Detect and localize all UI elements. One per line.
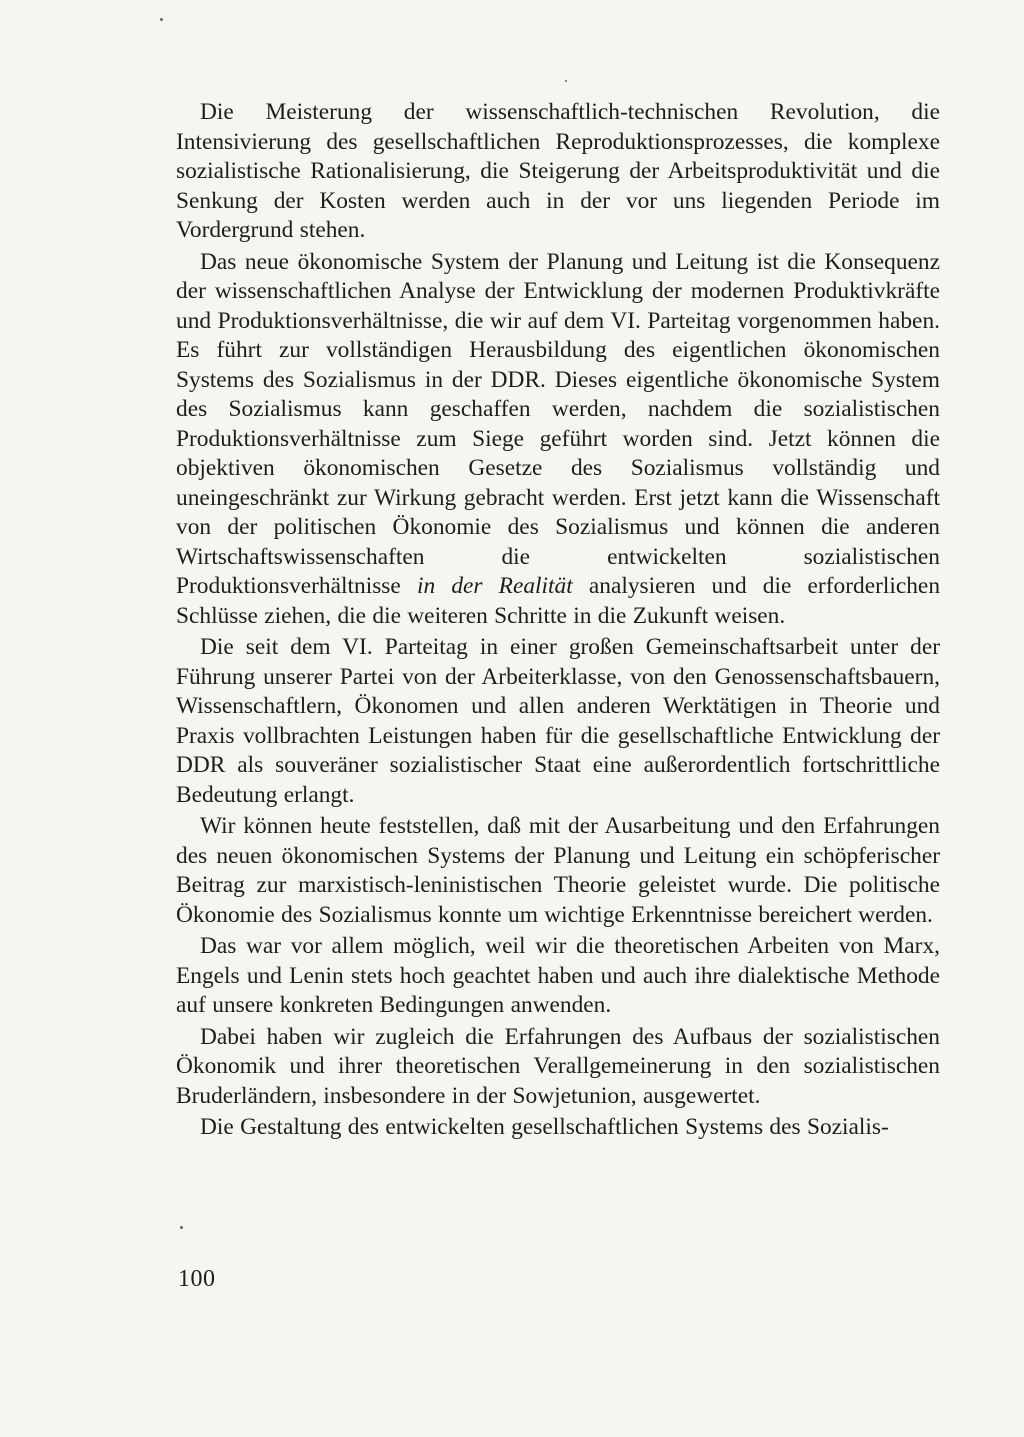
print-speck [160,18,163,21]
paragraph-text: Das war vor allem möglich, weil wir die theoretischen Arbeiten von Marx, Engels und Lenin stets hoch geachtet haben und auch ihre dialektische Methode auf unsere konkreten Bedingungen anwenden. [176,933,940,1018]
page-body [176,98,940,1145]
page-number: 100 [178,1266,216,1292]
paragraph-text: Wir können heute feststellen, daß mit der Ausarbeitung und den Erfahrungen des neuen ökonomischen Systems der Planung und Leitung ein schöpferischer Beitrag zur marxistisch-leninistischen Theorie geleistet wurde. Die politische Ökonomie des Sozialismus konnte um wichtige Erkenntnisse bereichert werden. [176,813,940,928]
paragraph [176,1113,940,1143]
paragraph-text: Dabei haben wir zugleich die Erfahrungen des Aufbaus der sozialistischen Ökonomik und ihrer theoretischen Verallgemeinerung in den sozialistischen Bruderländern, insbesondere in der Sowjetunion, ausgewertet. [176,1023,940,1109]
paragraph-text: Die Meisterung der wissenschaftlich-technischen Revolution, die Intensivierung des gesellschaftlichen Reproduktionsprozesses, die komplexe sozialistische Rationalisierung, die Steigerung der Arbeitsproduktivität und die Senkung der Kosten werden auch in der vor uns liegenden Periode im Vordergrund stehen. [176,99,940,243]
print-speck [180,1226,183,1229]
paragraph [176,812,940,930]
paragraph-text: Die seit dem VI. Parteitag in einer großen Gemeinschaftsarbeit unter der Führung unserer Partei von der Arbeiterklasse, von den Genossenschaftsbauern, Wissenschaftlern, Ökonomen und allen anderen Werktätigen in Theorie und Praxis vollbrachten Leistungen haben für die gesellschaftliche Entwicklung der DDR als souveräner sozialistischer Staat eine außerordentlich fortschrittliche Bedeutung erlangt. [176,634,940,808]
paragraph-text: analysieren und die erforderlichen Schlüsse ziehen, die die weiteren Schritte in die Zukunft weisen. [176,573,941,629]
print-speck [565,80,567,82]
paragraph [176,633,940,810]
paragraph [176,248,940,632]
paragraph [176,1023,940,1112]
paragraph [176,932,940,1021]
paragraph [176,98,940,246]
paragraph-text: Die Gestaltung des entwickelten gesellschaftlichen Systems des Sozialis- [200,1114,889,1140]
emphasized-text: in der Realität [416,573,573,599]
paragraph-text: Das neue ökonomische System der Planung und Leitung ist die Konsequenz der wissenschaftlichen Analyse der Entwicklung der modernen Produktivkräfte und Produktionsverhältnisse, die wir auf dem VI. Parteitag vorgenommen haben. Es führt zur vollständigen Herausbildung des eigentlichen ökonomischen Systems des Sozialismus in der DDR. Dieses eigentliche ökonomische System des Sozialismus kann geschaffen werden, nachdem die sozialistischen Produktionsverhältnisse zum Siege geführt worden sind. Jetzt können die objektiven ökonomischen Gesetze des Sozialismus vollständig und uneingeschränkt zur Wirkung gebracht werden. Erst jetzt kann die Wissenschaft von der politischen Ökonomie des Sozialismus und können die anderen Wirtschaftswissenschaften die entwickelten sozialistischen Produktionsverhältnisse [176,248,940,599]
